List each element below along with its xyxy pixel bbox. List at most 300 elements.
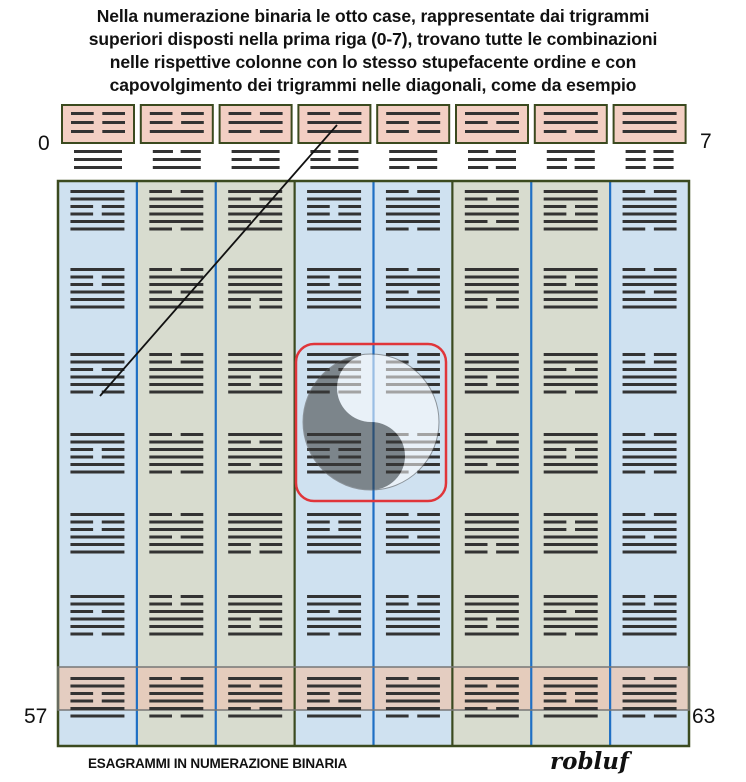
yin-line	[654, 536, 677, 539]
yin-line	[149, 677, 172, 680]
yang-line	[623, 707, 677, 710]
yin-line	[626, 150, 646, 153]
yang-line	[465, 692, 519, 695]
yin-line	[70, 692, 93, 695]
yin-line	[417, 513, 440, 516]
yang-line	[149, 456, 203, 459]
yin-line	[544, 205, 567, 208]
yang-line	[623, 441, 677, 444]
yin-line	[70, 205, 93, 208]
yin-line	[544, 700, 567, 703]
yang-line	[149, 625, 203, 628]
yang-line	[307, 677, 361, 680]
yin-line	[149, 595, 172, 598]
yin-line	[307, 610, 330, 613]
yin-line	[228, 383, 251, 386]
yin-line	[149, 715, 172, 718]
yin-line	[496, 383, 519, 386]
yin-line	[623, 268, 646, 271]
column-2	[216, 181, 295, 746]
yin-line	[338, 528, 361, 531]
yin-line	[181, 603, 204, 606]
yin-line	[575, 391, 598, 394]
yang-line	[386, 551, 440, 554]
yin-line	[229, 112, 252, 115]
yin-line	[181, 471, 204, 474]
yin-line	[654, 603, 677, 606]
yin-line	[496, 121, 519, 124]
yang-line	[149, 391, 203, 394]
yin-line	[386, 130, 409, 133]
yin-line	[338, 158, 358, 161]
yang-line	[307, 298, 361, 301]
yin-line	[654, 433, 677, 436]
yang-line	[228, 603, 282, 606]
yang-line	[465, 228, 519, 231]
yang-line	[544, 677, 598, 680]
yin-line	[654, 353, 677, 356]
yin-line	[417, 603, 440, 606]
yang-line	[623, 685, 677, 688]
yin-line	[228, 220, 251, 223]
yin-line	[181, 112, 204, 115]
yang-line	[149, 551, 203, 554]
yang-line	[465, 205, 519, 208]
yang-line	[229, 121, 283, 124]
yang-line	[386, 633, 440, 636]
yang-line	[623, 376, 677, 379]
yang-line	[228, 633, 282, 636]
yang-line	[623, 306, 677, 309]
yin-line	[653, 166, 673, 169]
yin-line	[544, 130, 567, 133]
yin-line	[544, 521, 567, 524]
yin-line	[575, 166, 595, 169]
yin-line	[417, 190, 440, 193]
yin-line	[307, 633, 330, 636]
yin-line	[575, 130, 598, 133]
yin-line	[386, 513, 409, 516]
yang-line	[465, 130, 519, 133]
yang-line	[74, 166, 122, 169]
yin-line	[544, 528, 567, 531]
yang-line	[149, 707, 203, 710]
yin-line	[260, 463, 283, 466]
yin-line	[70, 633, 93, 636]
yin-line	[307, 521, 330, 524]
yang-line	[544, 433, 598, 436]
yin-line	[228, 685, 251, 688]
yin-line	[338, 205, 361, 208]
yang-line	[465, 521, 519, 524]
yin-line	[228, 441, 251, 444]
yang-line	[307, 306, 361, 309]
yang-line	[153, 166, 201, 169]
yang-line	[70, 513, 124, 516]
yang-line	[544, 603, 598, 606]
yin-line	[307, 692, 330, 695]
yang-line	[228, 528, 282, 531]
yang-line	[228, 595, 282, 598]
yin-line	[623, 361, 646, 364]
yin-line	[417, 715, 440, 718]
yin-line	[623, 353, 646, 356]
yin-line	[181, 595, 204, 598]
yin-line	[228, 551, 251, 554]
yang-line	[623, 528, 677, 531]
header-line-1: Nella numerazione binaria le otto case, rappresentate dai trigrammi	[96, 6, 650, 26]
yang-line	[70, 595, 124, 598]
yang-line	[623, 220, 677, 223]
yang-line	[307, 198, 361, 201]
yin-line	[496, 441, 519, 444]
yin-line	[417, 166, 437, 169]
yin-line	[654, 677, 677, 680]
yang-line	[149, 205, 203, 208]
yin-line	[575, 213, 598, 216]
yin-line	[70, 700, 93, 703]
yang-line	[228, 456, 282, 459]
yin-line	[102, 130, 125, 133]
yang-line	[623, 112, 677, 115]
yang-line	[386, 213, 440, 216]
yang-line	[149, 376, 203, 379]
yin-line	[544, 448, 567, 451]
yin-line	[575, 521, 598, 524]
author-signature: robluf	[550, 748, 629, 775]
yin-line	[417, 677, 440, 680]
yang-line	[307, 513, 361, 516]
yang-line	[623, 543, 677, 546]
yin-line	[623, 228, 646, 231]
yang-line	[307, 130, 361, 133]
yang-line	[307, 603, 361, 606]
yin-line	[181, 361, 204, 364]
yang-line	[544, 298, 598, 301]
yin-line	[307, 700, 330, 703]
yang-line	[307, 625, 361, 628]
yang-line	[623, 551, 677, 554]
yang-line	[149, 448, 203, 451]
yin-line	[181, 150, 201, 153]
yang-line	[386, 220, 440, 223]
column-5	[452, 181, 531, 746]
yin-line	[496, 543, 519, 546]
header-line-4: capovolgimento dei trigrammi nelle diagonali, come da esempio	[109, 75, 637, 95]
yang-line	[386, 112, 440, 115]
yin-line	[228, 625, 251, 628]
yin-line	[575, 448, 598, 451]
yang-line	[465, 528, 519, 531]
yin-line	[232, 158, 252, 161]
yang-line	[307, 291, 361, 294]
yin-line	[417, 361, 440, 364]
yin-line	[417, 268, 440, 271]
yang-line	[544, 715, 598, 718]
yang-line	[465, 595, 519, 598]
yang-line	[623, 391, 677, 394]
yin-line	[70, 276, 93, 279]
yang-line	[70, 441, 124, 444]
yin-line	[496, 618, 519, 621]
yin-line	[307, 112, 330, 115]
yin-line	[575, 633, 598, 636]
yang-line	[544, 376, 598, 379]
yin-line	[70, 528, 93, 531]
yin-line	[71, 112, 94, 115]
yin-line	[149, 268, 172, 271]
yin-line	[626, 166, 646, 169]
header-line-3: nelle rispettive colonne con lo stesso stupefacente ordine e con	[109, 52, 637, 72]
yin-line	[575, 692, 598, 695]
yang-line	[74, 150, 122, 153]
yang-line	[153, 158, 201, 161]
yin-line	[496, 685, 519, 688]
yang-line	[70, 190, 124, 193]
yang-line	[386, 692, 440, 695]
yin-line	[260, 685, 283, 688]
yang-line	[544, 112, 598, 115]
yin-line	[547, 158, 567, 161]
yin-line	[465, 298, 488, 301]
yang-line	[149, 528, 203, 531]
yin-line	[468, 166, 488, 169]
yang-line	[465, 448, 519, 451]
yin-line	[70, 391, 93, 394]
yang-line	[70, 198, 124, 201]
yin-line	[338, 692, 361, 695]
yin-line	[149, 513, 172, 516]
yang-line	[149, 610, 203, 613]
yang-line	[386, 610, 440, 613]
yang-line	[623, 456, 677, 459]
yang-line	[623, 463, 677, 466]
yin-line	[544, 692, 567, 695]
yang-line	[544, 463, 598, 466]
yang-line	[465, 700, 519, 703]
yang-line	[386, 700, 440, 703]
yang-line	[468, 158, 516, 161]
yang-line	[70, 707, 124, 710]
corner-label-top-left: 0	[38, 132, 50, 155]
yin-line	[181, 715, 204, 718]
yin-line	[654, 361, 677, 364]
yin-line	[626, 158, 646, 161]
yin-line	[389, 166, 409, 169]
yin-line	[307, 283, 330, 286]
yang-line	[465, 513, 519, 516]
yin-line	[653, 150, 673, 153]
yang-line	[544, 306, 598, 309]
yin-line	[654, 595, 677, 598]
yin-line	[102, 112, 125, 115]
yin-line	[465, 543, 488, 546]
yin-line	[623, 536, 646, 539]
yang-line	[149, 521, 203, 524]
yang-line	[228, 677, 282, 680]
yang-line	[623, 205, 677, 208]
yin-line	[228, 707, 251, 710]
yin-line	[228, 306, 251, 309]
yang-line	[228, 213, 282, 216]
yin-line	[181, 536, 204, 539]
yang-line	[228, 448, 282, 451]
yang-line	[307, 220, 361, 223]
yang-line	[623, 368, 677, 371]
yin-line	[418, 130, 441, 133]
yin-line	[465, 685, 488, 688]
yang-line	[544, 618, 598, 621]
yang-line	[465, 283, 519, 286]
yang-line	[623, 625, 677, 628]
yin-line	[228, 618, 251, 621]
yin-line	[150, 121, 173, 124]
yang-line	[465, 715, 519, 718]
yang-line	[623, 521, 677, 524]
yang-line	[386, 685, 440, 688]
yin-line	[338, 150, 358, 153]
yang-line	[307, 715, 361, 718]
yin-line	[575, 283, 598, 286]
yin-line	[496, 306, 519, 309]
yin-line	[544, 368, 567, 371]
yang-line	[228, 268, 282, 271]
yang-line	[544, 536, 598, 539]
yin-line	[417, 228, 440, 231]
yang-line	[149, 692, 203, 695]
yang-line	[149, 368, 203, 371]
yang-line	[465, 361, 519, 364]
yin-line	[260, 306, 283, 309]
yin-line	[102, 456, 125, 459]
yin-line	[465, 625, 488, 628]
yang-line	[232, 150, 280, 153]
yin-line	[623, 513, 646, 516]
yin-line	[623, 190, 646, 193]
yin-line	[544, 610, 567, 613]
yang-line	[544, 551, 598, 554]
yang-line	[544, 595, 598, 598]
yin-line	[575, 700, 598, 703]
yin-line	[149, 353, 172, 356]
yang-line	[149, 543, 203, 546]
yang-line	[623, 618, 677, 621]
yang-line	[70, 685, 124, 688]
yang-line	[228, 513, 282, 516]
yin-line	[386, 677, 409, 680]
yin-line	[417, 471, 440, 474]
yin-line	[654, 228, 677, 231]
yang-line	[307, 121, 361, 124]
yang-line	[544, 291, 598, 294]
yang-line	[307, 685, 361, 688]
yin-line	[575, 276, 598, 279]
yang-line	[465, 456, 519, 459]
yin-line	[149, 536, 172, 539]
yang-line	[465, 633, 519, 636]
yin-line	[307, 276, 330, 279]
yin-line	[102, 276, 125, 279]
yang-line	[149, 198, 203, 201]
yin-line	[547, 166, 567, 169]
yin-yang-icon	[303, 354, 439, 490]
yang-line	[307, 268, 361, 271]
yin-line	[544, 213, 567, 216]
yin-line	[150, 112, 173, 115]
yang-line	[70, 383, 124, 386]
yang-line	[228, 471, 282, 474]
yin-line	[623, 471, 646, 474]
yin-line	[102, 528, 125, 531]
yang-line	[307, 543, 361, 546]
yang-line	[70, 228, 124, 231]
yang-line	[70, 433, 124, 436]
yin-line	[654, 513, 677, 516]
yang-line	[70, 220, 124, 223]
yin-line	[654, 471, 677, 474]
yang-line	[228, 433, 282, 436]
yang-line	[149, 685, 203, 688]
yang-line	[389, 150, 437, 153]
yin-line	[496, 166, 516, 169]
yang-line	[465, 610, 519, 613]
yang-line	[623, 198, 677, 201]
yang-line	[70, 471, 124, 474]
yang-line	[465, 213, 519, 216]
yin-line	[465, 441, 488, 444]
corner-label-bottom-right: 63	[692, 705, 716, 728]
yang-line	[228, 715, 282, 718]
yang-line	[623, 692, 677, 695]
yin-line	[260, 130, 283, 133]
yang-line	[623, 448, 677, 451]
yang-line	[465, 291, 519, 294]
yang-line	[228, 521, 282, 524]
yang-line	[544, 625, 598, 628]
yin-line	[259, 158, 279, 161]
yin-line	[71, 130, 94, 133]
yang-line	[544, 361, 598, 364]
yin-line	[654, 190, 677, 193]
yin-line	[339, 112, 362, 115]
yin-line	[623, 603, 646, 606]
yang-line	[149, 700, 203, 703]
yin-line	[496, 198, 519, 201]
yin-line	[654, 291, 677, 294]
yang-line	[623, 130, 677, 133]
yang-line	[386, 283, 440, 286]
yin-line	[386, 228, 409, 231]
yin-line	[544, 276, 567, 279]
yang-line	[307, 353, 361, 356]
yin-line	[181, 353, 204, 356]
yang-line	[228, 536, 282, 539]
yin-line	[465, 121, 488, 124]
yin-line	[496, 150, 516, 153]
yin-line	[181, 677, 204, 680]
yin-line	[260, 625, 283, 628]
yin-line	[465, 707, 488, 710]
yin-line	[338, 276, 361, 279]
yang-line	[544, 353, 598, 356]
yin-line	[307, 213, 330, 216]
yin-line	[102, 368, 125, 371]
yin-line	[496, 376, 519, 379]
yin-line	[102, 633, 125, 636]
yin-line	[654, 268, 677, 271]
yang-line	[465, 112, 519, 115]
yin-line	[260, 376, 283, 379]
